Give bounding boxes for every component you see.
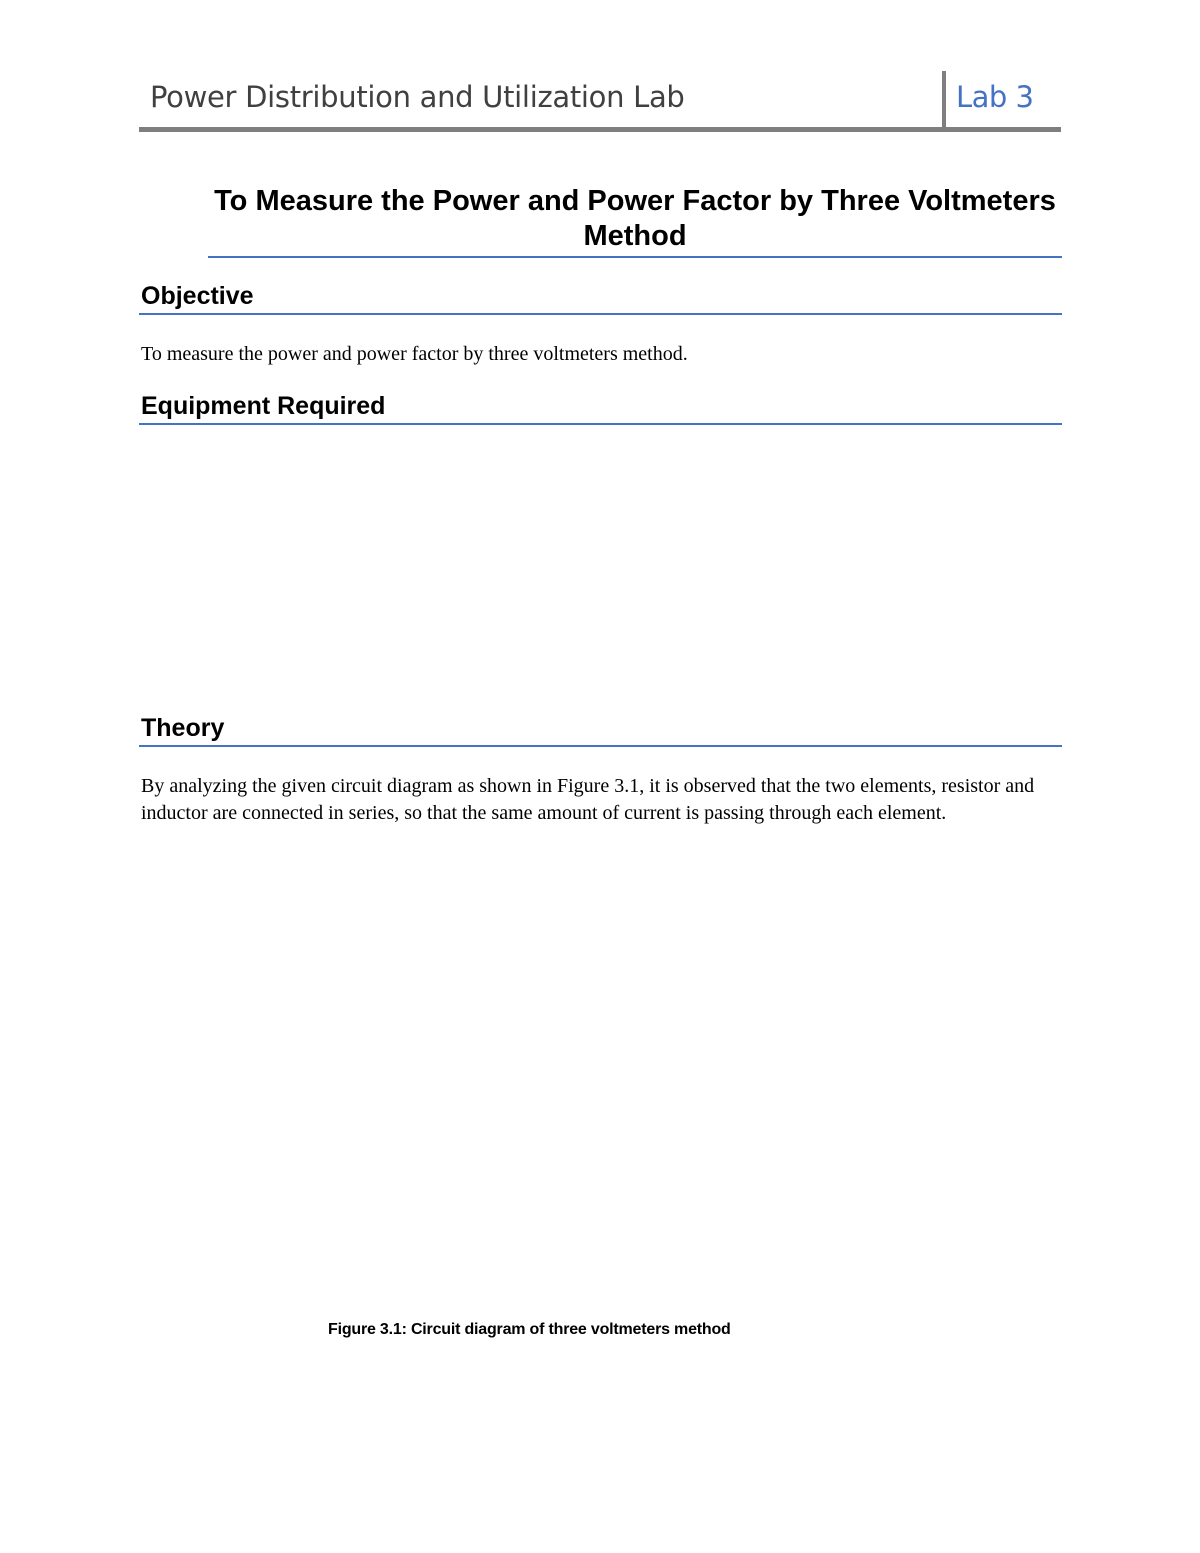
header-divider	[942, 71, 946, 129]
objective-heading: Objective	[141, 282, 254, 310]
objective-rule	[139, 313, 1062, 315]
course-title: Power Distribution and Utilization Lab	[150, 80, 685, 114]
header-rule	[139, 127, 1061, 132]
theory-rule	[139, 745, 1062, 747]
equipment-rule	[139, 423, 1062, 425]
document-title: To Measure the Power and Power Factor by Three Voltmeters Method	[214, 185, 1056, 252]
figure-caption: Figure 3.1: Circuit diagram of three voltmeters method	[328, 1321, 731, 1338]
title-rule	[208, 256, 1062, 258]
theory-heading: Theory	[141, 714, 225, 742]
equipment-heading: Equipment Required	[141, 392, 386, 420]
theory-text: By analyzing the given circuit diagram as shown in Figure 3.1, it is observed that the two elements, resistor and inductor are connected in series, so that the same amount of current is passing through each element.	[141, 775, 1035, 824]
lab-number: Lab 3	[956, 80, 1034, 114]
objective-text: To measure the power and power factor by three voltmeters method.	[141, 343, 688, 365]
